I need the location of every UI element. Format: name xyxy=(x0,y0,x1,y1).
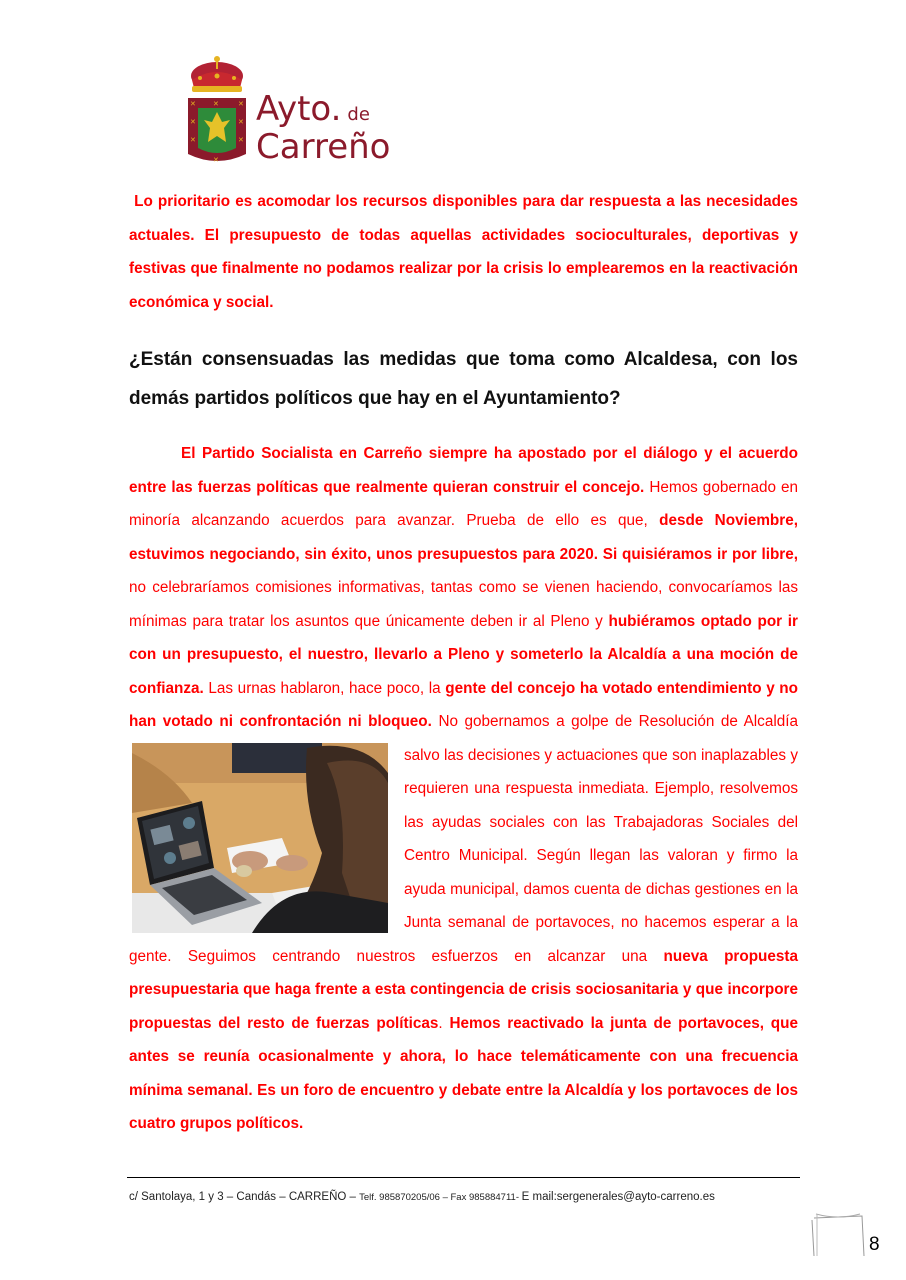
photo-image xyxy=(132,743,388,933)
footer-phone-fax: Telf. 985870205/06 – Fax 985884711- xyxy=(359,1192,522,1203)
logo-carreno: Carreño xyxy=(256,127,391,167)
answer-text-6: Las urnas hablaron, hace poco, la xyxy=(203,679,446,697)
logo-de: de xyxy=(347,104,370,125)
page-frame-icon xyxy=(810,1210,868,1256)
footer-email: E mail:sergenerales@ayto-carreno.es xyxy=(521,1191,715,1203)
interview-question: ¿Están consensuadas las medidas que toma como Alcaldesa, con los demás partidos políticos que hay en el Ayuntamiento? xyxy=(129,349,798,409)
intro-paragraph xyxy=(129,185,798,319)
svg-text:✕: ✕ xyxy=(238,136,244,144)
svg-text:✕: ✕ xyxy=(238,118,244,126)
municipal-logo xyxy=(186,54,396,169)
answer-bold-7: gente del concejo ha votado entendimiento y no han votado ni confrontación ni bloqueo. xyxy=(129,679,798,730)
answer-paragraph xyxy=(129,437,798,1141)
answer-bold-10: nueva propuesta presupuestaria que haga frente a esta contingencia de crisis sociosanitaria y que incorpore propuestas del resto de fuerzas políticas xyxy=(129,947,799,1032)
svg-text:✕: ✕ xyxy=(190,100,196,108)
answer-bold-5: hubiéramos optado por ir con un presupuesto, el nuestro, llevarlo a Pleno y someterlo la Alcaldía a una moción de confianza. xyxy=(129,612,798,697)
answer-bold-12: Hemos reactivado la junta de portavoces, que antes se reunía ocasionalmente y ahora, lo hace telemáticamente con una frecuencia mínima semanal. Es un foro de encuentro y debate entre la Alcaldía y los portavoces de los cuatro grupos políticos. xyxy=(129,1014,798,1132)
logo-ayto: Ayto. xyxy=(256,89,342,129)
svg-text:✕: ✕ xyxy=(213,100,219,108)
answer-text-4: no celebraríamos comisiones informativas, tantas como se vienen haciendo, convocaríamos las mínimas para tratar los asuntos que únicamente deben ir al Pleno y xyxy=(129,579,798,630)
svg-text:✕: ✕ xyxy=(190,136,196,144)
footer-contact xyxy=(129,1191,715,1203)
answer-text-9: a golpe de Resolución de Alcaldía salvo las decisiones y actuaciones que son inaplazables y requieren una respuesta inmediata. Ejemplo, resolvemos las ayudas sociales con las Trabajadoras Sociales del Centro Municipal. Según llegan las valoran y firmo la ayuda municipal, damos cuenta de dichas gestiones en la Junta semanal de portavoces, no hacemos esperar a la gente. Seguimos centrando nuestros esfuerzos en alcanzar una xyxy=(129,713,798,965)
coat-of-arms-icon xyxy=(186,54,248,166)
answer-text-2: Hemos gobernado en minoría alcanzando acuerdos para avanzar. Prueba de ello es que, xyxy=(129,478,798,529)
answer-text-11: . xyxy=(438,1014,450,1032)
svg-text:✕: ✕ xyxy=(190,118,196,126)
answer-bold-3: desde Noviembre, estuvimos negociando, sin éxito, unos presupuestos para 2020. Si quisiéramos ir por libre, xyxy=(129,512,798,563)
videoconference-photo xyxy=(132,743,388,933)
answer-text-8: No gobernamos xyxy=(431,713,557,730)
logo-wordmark xyxy=(256,89,391,167)
answer-bold-1: El Partido Socialista en Carreño siempre ha apostado por el diálogo y el acuerdo entre las fuerzas políticas que realmente quieran construir el concejo. xyxy=(129,445,798,496)
footer-divider xyxy=(127,1177,800,1178)
svg-text:✕: ✕ xyxy=(238,100,244,108)
intro-paragraph-text: Lo prioritario es acomodar los recursos disponibles para dar respuesta a las necesidades actuales. El presupuesto de todas aquellas actividades socioculturales, deportivas y festivas que finalmente no podamos realizar por la crisis lo emplearemos en la reactivación económica y social. xyxy=(129,193,799,311)
svg-text:✕: ✕ xyxy=(213,156,219,164)
page-number: 8 xyxy=(869,1234,880,1255)
footer-address: c/ Santolaya, 1 y 3 – Candás – CARREÑO – xyxy=(129,1191,360,1203)
